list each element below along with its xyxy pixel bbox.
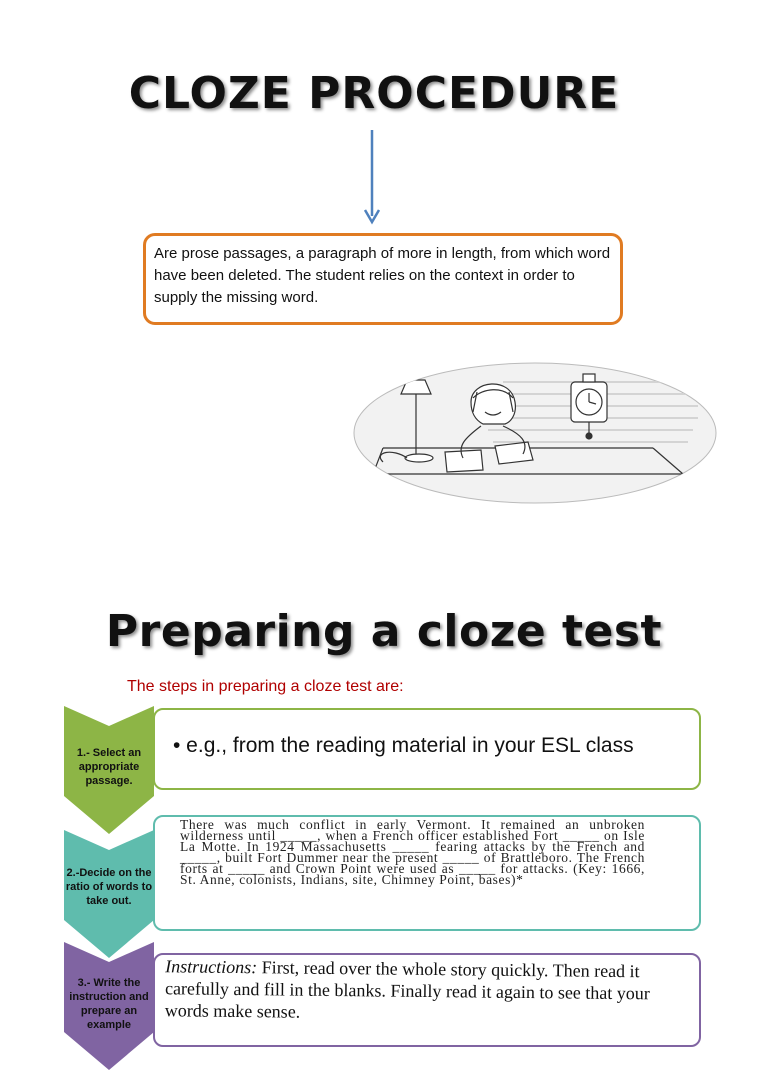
- definition-box: [143, 233, 623, 325]
- definition-text: Are prose passages, a paragraph of more in length, from which word have been deleted. The student relies on the context in order to supply the missing word.: [154, 245, 611, 306]
- instructions-text: First, read over the whole story quickly. Then read it carefully and fill in the blanks. Finally read it again to see that your words make sense.: [164, 957, 650, 1022]
- step-2-content-box: [153, 815, 701, 931]
- steps-intro: The steps in preparing a cloze test are:: [127, 678, 404, 695]
- step-3-instructions: [165, 955, 691, 1026]
- step-3-label: 3.- Write the instruction and prepare an example: [69, 977, 149, 1031]
- instructions-label: Instructions:: [165, 956, 258, 978]
- step-1-label: 1.- Select an appropriate passage.: [76, 747, 142, 787]
- cloze-procedure-title: CLOZE PROCEDURE: [128, 68, 620, 119]
- preparing-cloze-test-title: Preparing a cloze test: [105, 606, 663, 657]
- step-2-chevron: [64, 830, 154, 958]
- step-1-content: • e.g., from the reading material in your ESL class: [173, 734, 634, 757]
- student-writing-illustration: [353, 362, 717, 504]
- down-arrow-icon: [362, 130, 382, 226]
- step-1-chevron: [64, 706, 154, 834]
- step-2-label: 2.-Decide on the ratio of words to take out.: [65, 867, 153, 907]
- step-3-content-box: [153, 953, 701, 1047]
- step-1-content-box: [153, 708, 701, 790]
- step-2-passage: There was much conflict in early Vermont. It remained an unbroken wilderness until _____, when a French officer established Fort _____ on Isle La Motte. In 1924 Massachusetts _____ fearing attacks by the French and _____, built Fort Dummer near the present _____ of Brattleboro. The French forts at _____ and Crown Point were used as _____ for attacks. (Key: 1666, St. Anne, colonists, Indians, site, Chimney Point, bases)*: [180, 817, 645, 887]
- step-3-chevron: [64, 942, 154, 1070]
